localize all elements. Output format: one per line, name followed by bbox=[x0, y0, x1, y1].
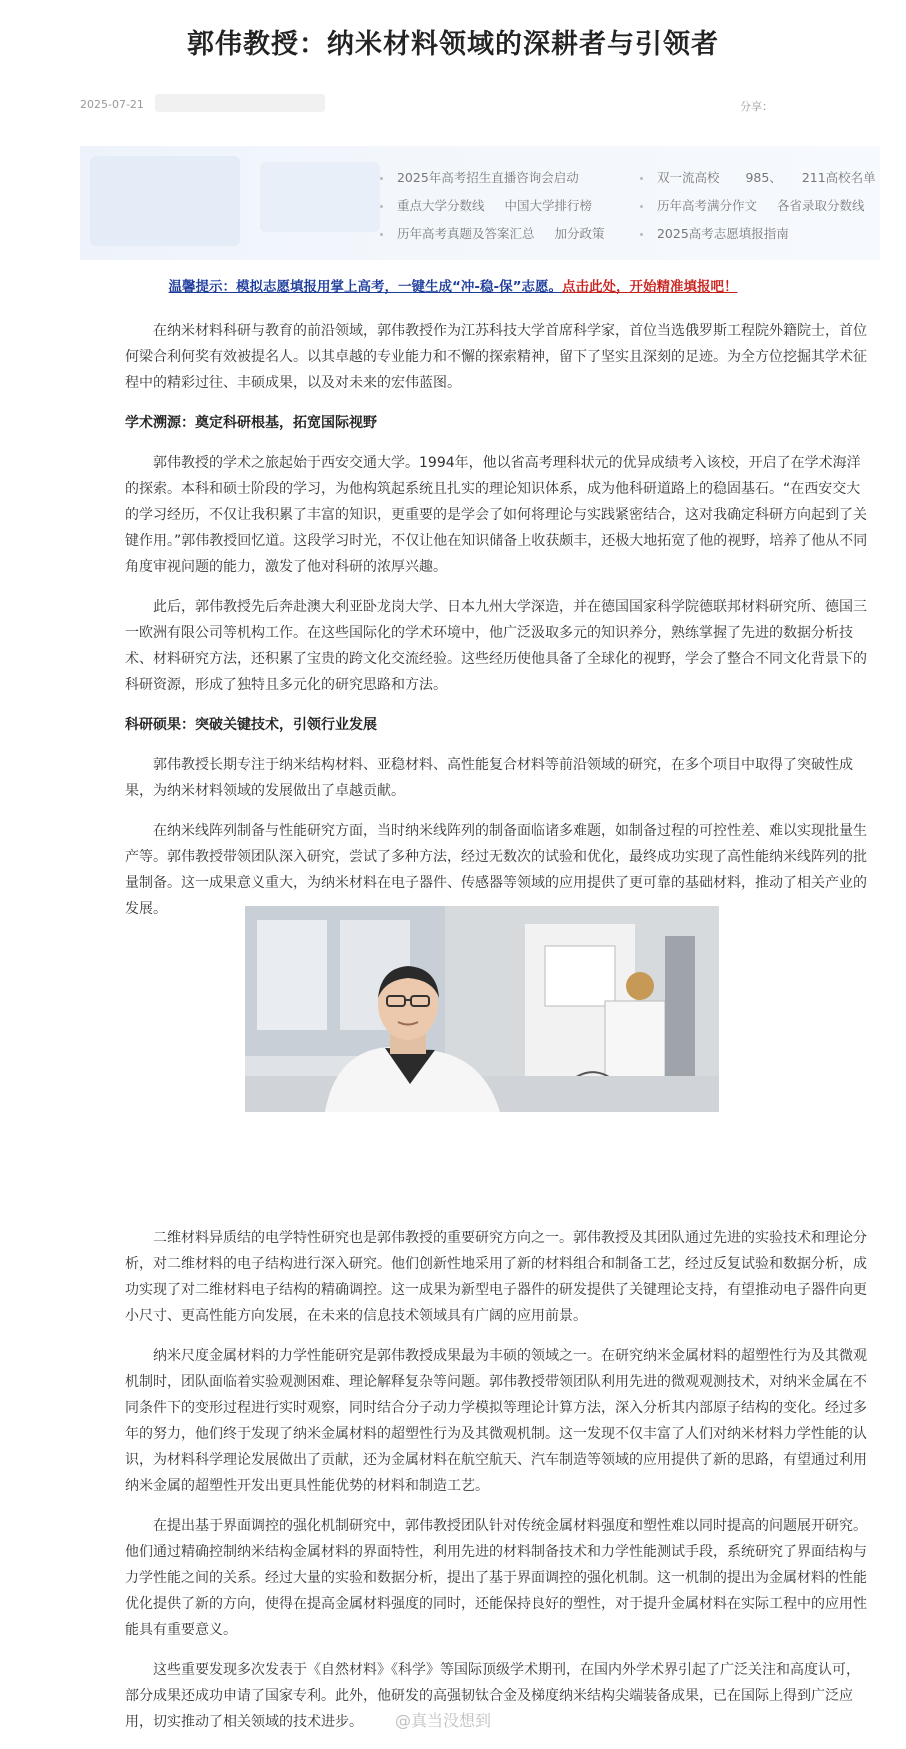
links-row bbox=[640, 164, 892, 192]
links-row bbox=[380, 220, 621, 248]
bullet-icon bbox=[640, 233, 643, 236]
tip-call-to-action[interactable]: 点击此处，开始精准填报吧！ bbox=[561, 279, 738, 295]
links-row bbox=[380, 164, 621, 192]
section-heading: 科研硕果：突破关键技术，引领行业发展 bbox=[125, 717, 377, 733]
section-heading: 学术溯源：奠定科研根基，拓宽国际视野 bbox=[125, 415, 377, 431]
link-past-exam-papers[interactable]: 历年高考真题及答案汇总 bbox=[396, 226, 535, 241]
links-column-left bbox=[380, 164, 621, 248]
blurred-banner bbox=[90, 156, 240, 246]
share-label[interactable]: 分享： bbox=[740, 100, 773, 113]
body-paragraph: 在提出基于界面调控的强化机制研究中，郭伟教授团队针对传统金属材料强度和塑性难以同时提高的问题展开研究。他们通过精确控制纳米结构金属材料的界面特性，利用先进的材料制备技术和力学性能测试手段，系统研究了界面结构与力学性能之间的关系。经过大量的实验和数据分析，提出了基于界面调控的强化机制。这一机制的提出为金属材料的性能优化提供了新的方向，使得在提高金属材料强度的同时，还能保持良好的塑性，对于提升金属材料在实际工程中的应用性能具有重要意义。 bbox=[125, 1518, 867, 1638]
link-province-admission-scores[interactable]: 各省录取分数线 bbox=[776, 198, 865, 213]
lab-photo bbox=[245, 906, 719, 1112]
link-key-university-scores[interactable]: 重点大学分数线 bbox=[396, 198, 485, 213]
link-university-ranking[interactable]: 中国大学排行榜 bbox=[504, 198, 592, 213]
watermark: @真当没想到 bbox=[395, 1711, 492, 1730]
link-application-guide[interactable]: 2025高考志愿填报指南 bbox=[656, 226, 789, 241]
link-985[interactable]: 985、 bbox=[745, 170, 782, 185]
bullet-icon bbox=[640, 177, 643, 180]
link-211-list[interactable]: 211高校名单 bbox=[801, 170, 876, 185]
body-paragraph: 纳米尺度金属材料的力学性能研究是郭伟教授成果最为丰硕的领域之一。在研究纳米金属材料的超塑性行为及其微观机制时，团队面临着实验观测困难、理论解释复杂等问题。郭伟教授带领团队利用先进的微观观测技术，对纳米金属在不同条件下的变形过程进行实时观察，同时结合分子动力学模拟等理论计算方法，深入分析其内部原子结构的变化。经过多年的努力，他们终于发现了纳米金属材料的超塑性行为及其微观机制。这一发现不仅丰富了人们对纳米材料力学性能的认识，为材料科学理论发展做出了贡献，还为金属材料在航空航天、汽车制造等领域的应用提供了新的思路，有望通过利用纳米金属的超塑性开发出更具性能优势的材料和制造工艺。 bbox=[125, 1348, 867, 1494]
body-paragraph: 在纳米线阵列制备与性能研究方面，当时纳米线阵列的制备面临诸多难题，如制备过程的可控性差、难以实现批量生产等。郭伟教授带领团队深入研究，尝试了多种方法，经过无数次的试验和优化，最终成功实现了高性能纳米线阵列的批量制备。这一成果意义重大，为纳米材料在电子器件、传感器等领域的应用提供了更可靠的基础材料，推动了相关产业的发展。 bbox=[125, 823, 867, 917]
body-paragraph: 此后，郭伟教授先后奔赴澳大利亚卧龙岗大学、日本九州大学深造，并在德国国家科学院德联邦材料研究所、德国三一欧洲有限公司等机构工作。在这些国际化的学术环境中，他广泛汲取多元的知识养分，熟练掌握了先进的数据分析技术、材料研究方法，还积累了宝贵的跨文化交流经验。这些经历使他具备了全球化的视野，学会了整合不同文化背景下的科研资源，形成了独特且多元化的研究思路和方法。 bbox=[125, 599, 867, 693]
link-gaokao-live[interactable]: 2025年高考招生直播咨询会启动 bbox=[396, 170, 579, 185]
bullet-icon bbox=[380, 233, 383, 236]
blurred-banner-secondary bbox=[260, 162, 380, 232]
links-row bbox=[380, 192, 621, 220]
body-paragraph: 郭伟教授长期专注于纳米结构材料、亚稳材料、高性能复合材料等前沿领域的研究，在多个项目中取得了突破性成果，为纳米材料领域的发展做出了卓越贡献。 bbox=[125, 757, 853, 799]
body-paragraph: 这些重要发现多次发表于《自然材料》《科学》等国际顶级学术期刊，在国内外学术界引起了广泛关注和高度认可，部分成果还成功申请了国家专利。此外，他研发的高强韧钛合金及梯度纳米结构尖端装备成果，已在国际上得到广泛应用，切实推动了相关领域的技术进步。 bbox=[125, 1662, 860, 1730]
tip-text[interactable]: 温馨提示：模拟志愿填报用掌上高考，一键生成“冲-稳-保”志愿。 bbox=[168, 279, 562, 295]
link-bonus-policy[interactable]: 加分政策 bbox=[554, 226, 605, 241]
bullet-icon bbox=[640, 205, 643, 208]
bullet-icon bbox=[380, 205, 383, 208]
links-column-right bbox=[640, 164, 892, 248]
body-paragraph: 二维材料异质结的电学特性研究也是郭伟教授的重要研究方向之一。郭伟教授及其团队通过先进的实验技术和理论分析，对二维材料的电子结构进行深入研究。他们创新性地采用了新的材料组合和制备工艺，经过反复试验和数据分析，成功实现了对二维材料电子结构的精确调控。这一成果为新型电子器件的研发提供了关键理论支持，有望推动电子器件向更小尺寸、更高性能方向发展，在未来的信息技术领域具有广阔的应用前景。 bbox=[125, 1230, 867, 1324]
intro-paragraph: 在纳米材料科研与教育的前沿领域，郭伟教授作为江苏科技大学首席科学家，首位当选俄罗斯工程院外籍院士，首位何梁合利何奖有效被提名人。以其卓越的专业能力和不懈的探索精神，留下了坚实且深刻的足迹。为全方位挖掘其学术征程中的精彩过往、丰硕成果，以及对未来的宏伟蓝图。 bbox=[125, 323, 867, 391]
links-row bbox=[640, 220, 892, 248]
links-row bbox=[640, 192, 892, 220]
page-title: 郭伟教授：纳米材料领域的深耕者与引领者 bbox=[187, 29, 719, 60]
article-body-top bbox=[125, 318, 870, 936]
publish-date: 2025-07-21 bbox=[80, 98, 144, 111]
related-links-panel bbox=[80, 146, 880, 260]
article-body-bottom bbox=[125, 1225, 870, 1749]
tip-banner[interactable] bbox=[0, 275, 906, 295]
bullet-icon bbox=[380, 177, 383, 180]
body-paragraph: 郭伟教授的学术之旅起始于西安交通大学。1994年，他以省高考理科状元的优异成绩考入该校，开启了在学术海洋的探索。本科和硕士阶段的学习，为他构筑起系统且扎实的理论知识体系，成为他科研道路上的稳固基石。“在西安交大的学习经历，不仅让我积累了丰富的知识，更重要的是学会了如何将理论与实践紧密结合，这对我确定科研方向起到了关键作用。”郭伟教授回忆道。这段学习时光，不仅让他在知识储备上收获颇丰，还极大地拓宽了他的视野，培养了他从不同角度审视问题的能力，激发了他对科研的浓厚兴趣。 bbox=[125, 455, 868, 575]
blurred-source bbox=[155, 94, 325, 112]
link-double-first-class[interactable]: 双一流高校 bbox=[656, 170, 720, 185]
link-perfect-essays[interactable]: 历年高考满分作文 bbox=[656, 198, 757, 213]
